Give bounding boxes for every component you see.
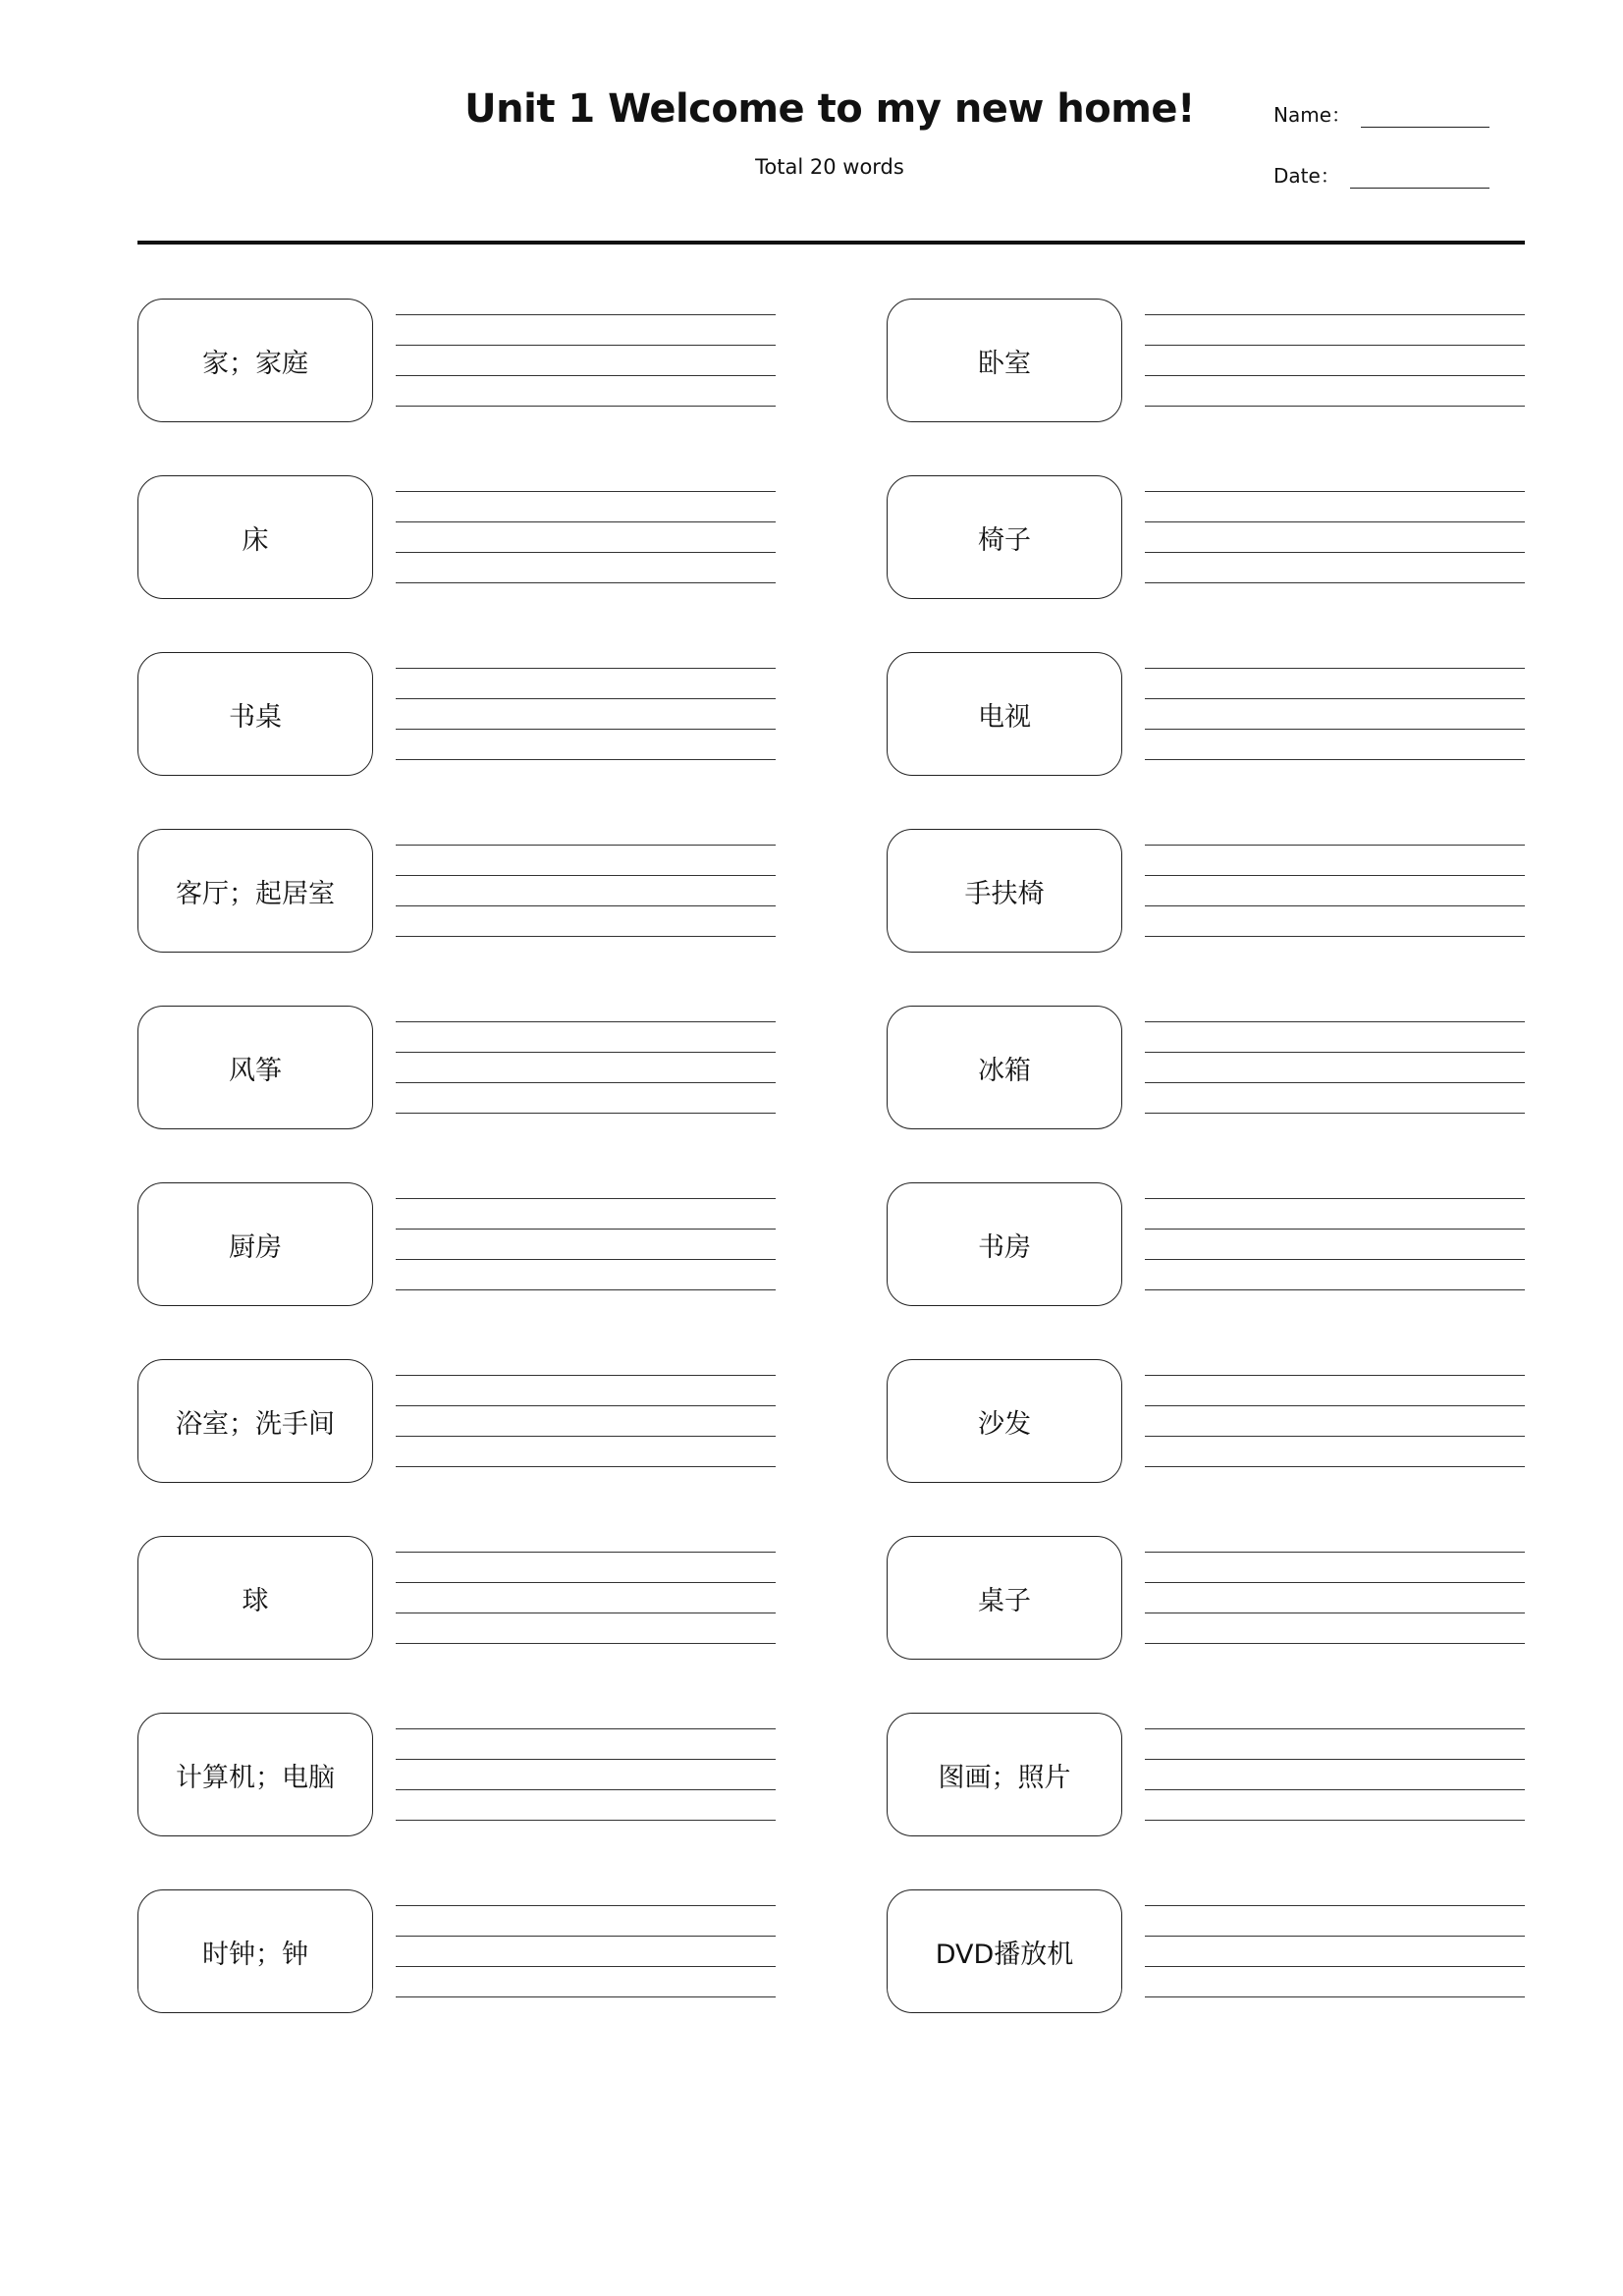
- word-entry: [887, 1713, 1525, 1838]
- writing-lines[interactable]: [396, 1359, 776, 1467]
- word-entry: [887, 1536, 1525, 1662]
- writing-line[interactable]: [1145, 1289, 1525, 1290]
- word-card: 计算机；电脑: [137, 1713, 373, 1836]
- word-grid: [137, 299, 1525, 2015]
- date-field[interactable]: [1273, 155, 1489, 189]
- word-card: 书桌: [137, 652, 373, 776]
- writing-line[interactable]: [1145, 845, 1525, 846]
- writing-lines[interactable]: [396, 1536, 776, 1644]
- writing-line[interactable]: [1145, 375, 1525, 376]
- writing-line[interactable]: [1145, 1198, 1525, 1199]
- writing-lines[interactable]: [396, 652, 776, 760]
- word-card: DVD播放机: [887, 1889, 1122, 2013]
- writing-line[interactable]: [1145, 1728, 1525, 1729]
- writing-line[interactable]: [396, 1436, 776, 1437]
- writing-lines[interactable]: [1145, 652, 1525, 760]
- word-card: 电视: [887, 652, 1122, 776]
- writing-lines[interactable]: [1145, 475, 1525, 583]
- writing-line[interactable]: [1145, 905, 1525, 906]
- writing-lines[interactable]: [396, 829, 776, 937]
- writing-line[interactable]: [1145, 1552, 1525, 1553]
- name-field[interactable]: [1273, 94, 1489, 128]
- writing-line[interactable]: [1145, 345, 1525, 346]
- writing-line[interactable]: [1145, 491, 1525, 492]
- date-blank[interactable]: [1350, 164, 1489, 189]
- word-entry: [887, 1182, 1525, 1308]
- writing-line[interactable]: [396, 375, 776, 376]
- writing-line[interactable]: [396, 1936, 776, 1937]
- word-entry: [137, 1713, 776, 1838]
- writing-line[interactable]: [1145, 1259, 1525, 1260]
- word-entry: [137, 1359, 776, 1485]
- writing-line[interactable]: [1145, 729, 1525, 730]
- writing-line[interactable]: [396, 1082, 776, 1083]
- word-entry: [137, 1536, 776, 1662]
- name-label: Name：: [1273, 103, 1352, 127]
- word-entry: [887, 1889, 1525, 2015]
- writing-line[interactable]: [1145, 1405, 1525, 1406]
- word-card: 风筝: [137, 1006, 373, 1129]
- writing-line[interactable]: [396, 314, 776, 315]
- writing-line[interactable]: [396, 1820, 776, 1821]
- writing-line[interactable]: [1145, 936, 1525, 937]
- writing-lines[interactable]: [1145, 1006, 1525, 1114]
- word-entry: [137, 829, 776, 955]
- writing-lines[interactable]: [1145, 829, 1525, 937]
- writing-line[interactable]: [1145, 1375, 1525, 1376]
- writing-line[interactable]: [1145, 1113, 1525, 1114]
- word-card: 球: [137, 1536, 373, 1660]
- word-card: 沙发: [887, 1359, 1122, 1483]
- writing-line[interactable]: [396, 1289, 776, 1290]
- writing-line[interactable]: [396, 845, 776, 846]
- writing-line[interactable]: [1145, 582, 1525, 583]
- word-entry: [137, 299, 776, 424]
- writing-line[interactable]: [1145, 1052, 1525, 1053]
- writing-lines[interactable]: [396, 299, 776, 407]
- word-card: 客厅；起居室: [137, 829, 373, 953]
- word-card: 浴室；洗手间: [137, 1359, 373, 1483]
- word-card: 冰箱: [887, 1006, 1122, 1129]
- writing-lines[interactable]: [396, 1182, 776, 1290]
- word-card: 卧室: [887, 299, 1122, 422]
- writing-line[interactable]: [1145, 698, 1525, 699]
- writing-line[interactable]: [1145, 1789, 1525, 1790]
- writing-line[interactable]: [396, 1643, 776, 1644]
- word-entry: [887, 1006, 1525, 1131]
- writing-line[interactable]: [1145, 668, 1525, 669]
- header-divider: [137, 241, 1525, 245]
- word-card: 桌子: [887, 1536, 1122, 1660]
- writing-line[interactable]: [1145, 1759, 1525, 1760]
- writing-line[interactable]: [396, 1021, 776, 1022]
- writing-line[interactable]: [396, 1405, 776, 1406]
- worksheet-title: Unit 1 Welcome to my new home!: [464, 86, 1195, 132]
- writing-line[interactable]: [1145, 1582, 1525, 1583]
- word-card: 图画；照片: [887, 1713, 1122, 1836]
- writing-line[interactable]: [396, 1052, 776, 1053]
- word-card: 书房: [887, 1182, 1122, 1306]
- word-card: 厨房: [137, 1182, 373, 1306]
- writing-lines[interactable]: [396, 1889, 776, 1997]
- writing-line[interactable]: [1145, 406, 1525, 407]
- writing-line[interactable]: [1145, 1466, 1525, 1467]
- writing-line[interactable]: [396, 1582, 776, 1583]
- writing-line[interactable]: [1145, 759, 1525, 760]
- word-entry: [887, 475, 1525, 601]
- writing-lines[interactable]: [1145, 1713, 1525, 1821]
- writing-lines[interactable]: [396, 475, 776, 583]
- word-card: 床: [137, 475, 373, 599]
- writing-lines[interactable]: [1145, 299, 1525, 407]
- writing-line[interactable]: [396, 1552, 776, 1553]
- writing-line[interactable]: [396, 1728, 776, 1729]
- writing-line[interactable]: [1145, 552, 1525, 553]
- writing-lines[interactable]: [396, 1713, 776, 1821]
- writing-line[interactable]: [1145, 521, 1525, 522]
- writing-lines[interactable]: [1145, 1889, 1525, 1997]
- writing-line[interactable]: [1145, 1436, 1525, 1437]
- word-entry: [887, 652, 1525, 778]
- writing-line[interactable]: [1145, 1966, 1525, 1967]
- date-label: Date：: [1273, 164, 1340, 188]
- writing-line[interactable]: [1145, 1936, 1525, 1937]
- word-entry: [137, 1889, 776, 2015]
- writing-line[interactable]: [1145, 1229, 1525, 1230]
- writing-line[interactable]: [396, 905, 776, 906]
- writing-line[interactable]: [396, 936, 776, 937]
- word-count: Total 20 words: [755, 155, 904, 179]
- writing-line[interactable]: [396, 582, 776, 583]
- word-entry: [137, 1182, 776, 1308]
- writing-line[interactable]: [396, 1759, 776, 1760]
- writing-line[interactable]: [1145, 1643, 1525, 1644]
- writing-line[interactable]: [396, 1996, 776, 1997]
- writing-line[interactable]: [1145, 314, 1525, 315]
- writing-line[interactable]: [396, 1113, 776, 1114]
- writing-line[interactable]: [396, 345, 776, 346]
- writing-line[interactable]: [1145, 1996, 1525, 1997]
- writing-line[interactable]: [396, 875, 776, 876]
- writing-line[interactable]: [396, 1466, 776, 1467]
- writing-line[interactable]: [396, 668, 776, 669]
- writing-lines[interactable]: [1145, 1182, 1525, 1290]
- writing-line[interactable]: [396, 1229, 776, 1230]
- writing-line[interactable]: [396, 491, 776, 492]
- writing-line[interactable]: [396, 521, 776, 522]
- writing-line[interactable]: [396, 406, 776, 407]
- word-card: 椅子: [887, 475, 1122, 599]
- writing-line[interactable]: [396, 759, 776, 760]
- word-entry: [137, 1006, 776, 1131]
- writing-lines[interactable]: [1145, 1536, 1525, 1644]
- writing-line[interactable]: [396, 1905, 776, 1906]
- word-entry: [887, 829, 1525, 955]
- writing-line[interactable]: [396, 1789, 776, 1790]
- writing-lines[interactable]: [1145, 1359, 1525, 1467]
- writing-line[interactable]: [396, 729, 776, 730]
- writing-line[interactable]: [396, 1198, 776, 1199]
- word-card: 家；家庭: [137, 299, 373, 422]
- writing-line[interactable]: [1145, 1082, 1525, 1083]
- word-entry: [887, 299, 1525, 424]
- word-entry: [887, 1359, 1525, 1485]
- word-card: 时钟；钟: [137, 1889, 373, 2013]
- writing-line[interactable]: [396, 1259, 776, 1260]
- writing-line[interactable]: [1145, 1905, 1525, 1906]
- writing-line[interactable]: [1145, 1021, 1525, 1022]
- writing-line[interactable]: [396, 1966, 776, 1967]
- writing-line[interactable]: [1145, 1820, 1525, 1821]
- word-entry: [137, 652, 776, 778]
- writing-line[interactable]: [396, 698, 776, 699]
- name-blank[interactable]: [1361, 103, 1489, 128]
- writing-line[interactable]: [1145, 875, 1525, 876]
- word-card: 手扶椅: [887, 829, 1122, 953]
- word-entry: [137, 475, 776, 601]
- writing-lines[interactable]: [396, 1006, 776, 1114]
- writing-line[interactable]: [396, 1375, 776, 1376]
- writing-line[interactable]: [396, 552, 776, 553]
